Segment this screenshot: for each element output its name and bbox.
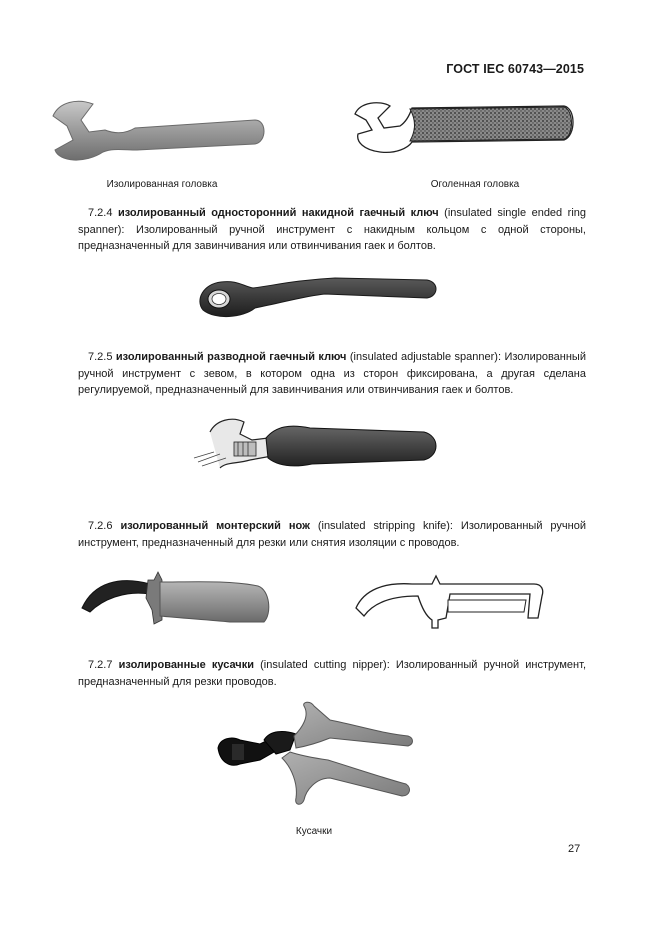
document-header: ГОСТ IEC 60743—2015	[446, 62, 584, 76]
section-term: изолированные кусачки	[118, 659, 254, 671]
section-term: изолированный монтерский нож	[120, 520, 310, 532]
ring-spanner-image	[195, 272, 440, 322]
page-number: 27	[568, 843, 581, 855]
section-7-2-4	[78, 205, 586, 255]
insulated-open-spanner-image	[45, 98, 270, 168]
section-number: 7.2.4	[88, 207, 113, 219]
section-body: (insulated stripping knife): Изолированный ручной инструмент, предназначенный для резки или снятия изоляции с проводов.	[78, 520, 586, 549]
stripping-knife-outline-image	[352, 572, 547, 632]
section-term: изолированный односторонний накидной гаечный ключ	[117, 207, 439, 219]
nipper-caption: Кусачки	[295, 826, 333, 837]
adjustable-spanner-image	[180, 412, 445, 487]
section-7-2-7	[78, 657, 586, 690]
section-body: (insulated adjustable spanner): Изолированный ручной инструмент с зевом, в котором одна из сторон фиксирована, а другая сделана регулируемой, предназначенный для завинчивания или отвинчивания гаек и болтов.	[78, 351, 586, 396]
section-term: изолированный разводной гаечный ключ	[115, 351, 347, 363]
section-7-2-5	[78, 349, 586, 399]
insulated-stripping-knife-image	[80, 570, 275, 628]
section-7-2-6	[78, 518, 586, 551]
section-number: 7.2.5	[88, 351, 113, 363]
insulated-head-caption: Изолированная головка	[106, 179, 218, 190]
section-body: (insulated single ended ring spanner): Изолированный ручной инструмент с накидным кольцом с одной стороны, предназначенный для завинчивания или отвинчивания гаек и болтов.	[78, 207, 586, 252]
cutting-nipper-image	[210, 700, 415, 810]
bare-open-spanner-image	[350, 100, 580, 158]
bare-head-caption: Оголенная головка	[430, 179, 520, 190]
section-body: (insulated cutting nipper): Изолированный ручной инструмент, предназначенный для резки проводов.	[78, 659, 586, 688]
section-number: 7.2.6	[88, 520, 113, 532]
section-number: 7.2.7	[88, 659, 113, 671]
